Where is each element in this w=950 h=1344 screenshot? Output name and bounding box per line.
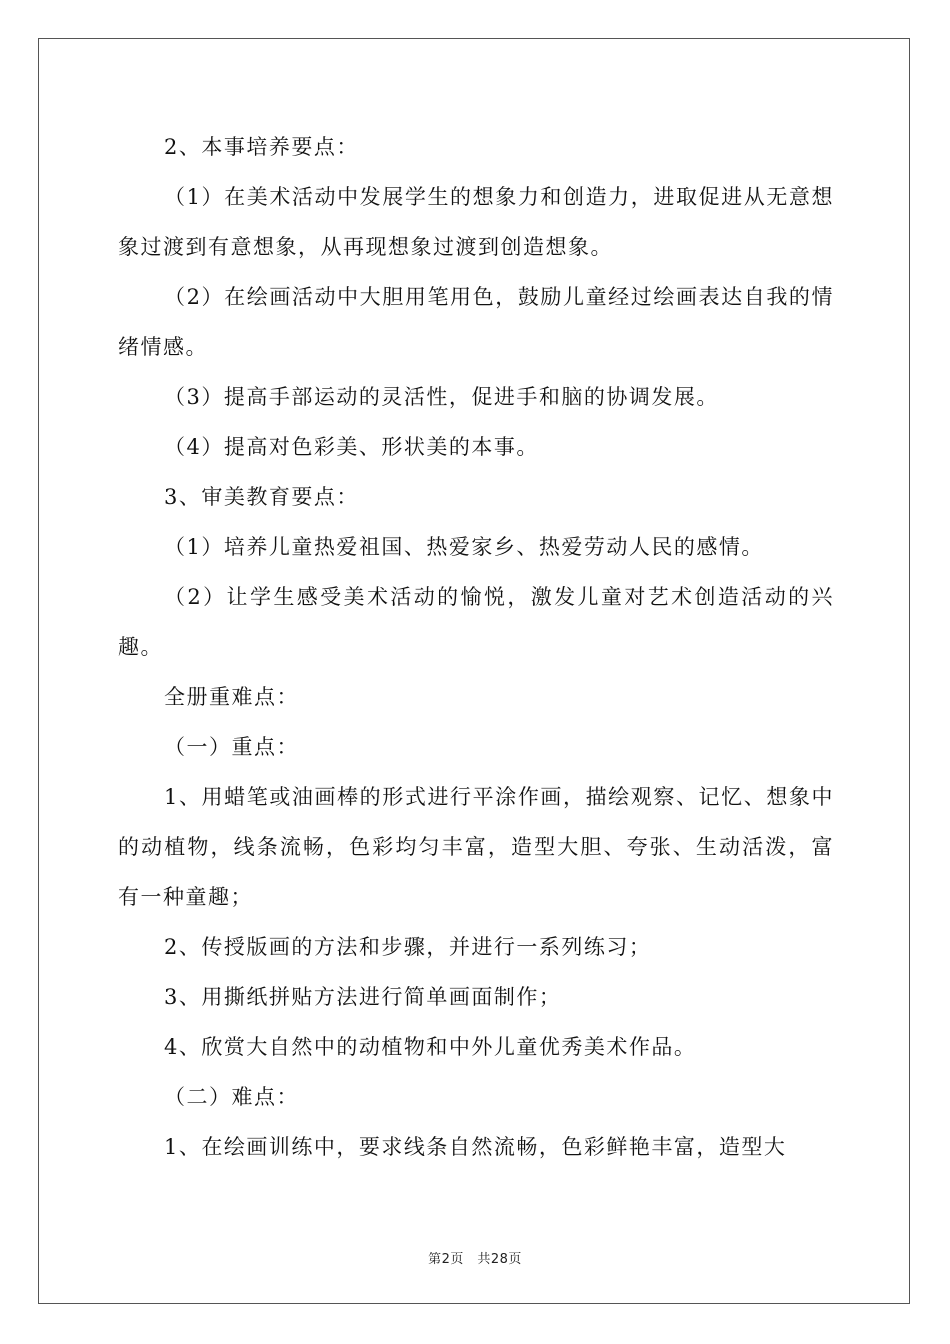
paragraph-aesthetic-2: （2）让学生感受美术活动的愉悦，激发儿童对艺术创造活动的兴趣。: [118, 585, 834, 659]
document-body: [118, 122, 834, 1172]
paragraph-ability-3: （3）提高手部运动的灵活性，促进手和脑的协调发展。: [164, 385, 719, 409]
paragraph-key-point-4: 4、欣赏大自然中的动植物和中外儿童优秀美术作品。: [164, 1035, 697, 1059]
paragraph-key-difficult-heading: 全册重难点：: [164, 685, 299, 709]
paragraph-ability-4: （4）提高对色彩美、形状美的本事。: [164, 435, 539, 459]
paragraph-difficult-heading: （二）难点：: [164, 1085, 299, 1109]
paragraph-aesthetic-heading: 3、审美教育要点：: [164, 485, 359, 509]
paragraph-difficult-1: 1、在绘画训练中，要求线条自然流畅，色彩鲜艳丰富，造型大: [164, 1135, 787, 1159]
paragraph-aesthetic-1: （1）培养儿童热爱祖国、热爱家乡、热爱劳动人民的感情。: [164, 535, 764, 559]
paragraph-key-point-1: 1、用蜡笔或油画棒的形式进行平涂作画，描绘观察、记忆、想象中的动植物，线条流畅，色彩均匀丰富，造型大胆、夸张、生动活泼，富有一种童趣；: [118, 785, 834, 909]
paragraph-key-points-heading: （一）重点：: [164, 735, 299, 759]
paragraph-ability-2: （2）在绘画活动中大胆用笔用色，鼓励儿童经过绘画表达自我的情绪情感。: [118, 285, 834, 359]
paragraph-key-point-2: 2、传授版画的方法和步骤，并进行一系列练习；: [164, 935, 652, 959]
paragraph-ability-1: （1）在美术活动中发展学生的想象力和创造力，进取促进从无意想象过渡到有意想象，从再现想象过渡到创造想象。: [118, 185, 834, 259]
page-number-footer: 第2页 共28页: [428, 1252, 522, 1267]
paragraph-key-point-3: 3、用撕纸拼贴方法进行简单画面制作；: [164, 985, 562, 1009]
paragraph-ability-heading: 2、本事培养要点：: [164, 135, 359, 159]
